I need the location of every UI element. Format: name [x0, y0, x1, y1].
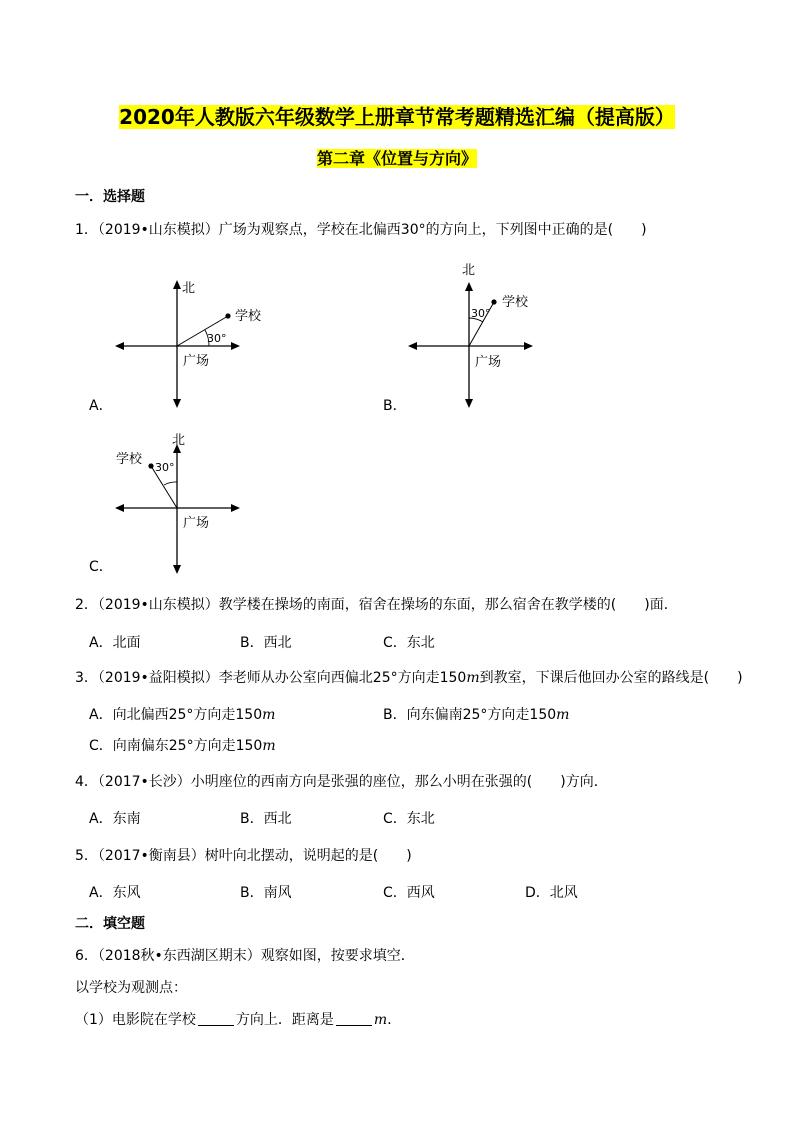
question-3-text: [75, 669, 743, 687]
document-subtitle: [0, 148, 794, 170]
option-3b-label: B．向东偏南25°方向走150: [383, 707, 557, 723]
option-1a[interactable]: A．: [89, 398, 113, 414]
option-3c[interactable]: [89, 737, 276, 755]
angle-label-a: 30°: [207, 332, 227, 345]
option-1b[interactable]: B．: [383, 398, 407, 414]
option-5d[interactable]: D．北风: [525, 885, 578, 901]
option-5b[interactable]: B．南风: [240, 885, 292, 901]
option-3a-label: A．向北偏西25°方向走150: [89, 707, 263, 723]
option-3c-label: C．向南偏东25°方向走150: [89, 738, 263, 754]
part1-unit: m: [373, 1012, 388, 1028]
option-2b[interactable]: B．西北: [240, 635, 292, 651]
angle-label-b: 30°: [471, 307, 491, 320]
part1-text-a: （1）电影院在学校: [75, 1012, 196, 1028]
angle-label-c: 30°: [155, 461, 175, 474]
option-4b[interactable]: B．西北: [240, 811, 292, 827]
school-label-b: 学校: [502, 295, 529, 310]
option-2a[interactable]: A．北面: [89, 635, 141, 651]
school-point-b: [491, 299, 496, 304]
square-label-a: 广场: [183, 354, 210, 369]
question-3-main: 3．（2019•益阳模拟）李老师从办公室向西偏北25°方向走150: [75, 670, 467, 686]
square-label-c: 广场: [183, 516, 210, 531]
title-year: 2020: [119, 105, 175, 129]
school-label-c: 学校: [116, 452, 143, 467]
school-label-a: 学校: [235, 309, 262, 324]
question-3-unit: m: [466, 670, 480, 686]
part1-end: ．: [387, 1012, 402, 1028]
question-6-part1: [75, 1011, 401, 1029]
document-title: [0, 104, 794, 130]
option-3b[interactable]: [383, 706, 569, 724]
question-6-text: 6．（2018秋•东西湖区期末）观察如图，按要求填空．: [75, 948, 415, 964]
north-label-c: 北: [172, 433, 186, 448]
section-choice-heading: 一．选择题: [75, 189, 145, 205]
school-point-c: [148, 463, 153, 468]
part1-text-b: 方向上．距离是: [235, 1012, 334, 1028]
option-3b-unit: m: [556, 707, 570, 723]
title-text: 年人教版六年级数学上册章节常考题精选汇编（提高版）: [174, 105, 675, 129]
option-3a[interactable]: [89, 706, 275, 724]
question-1-text: 1．（2019•山东模拟）广场为观察点，学校在北偏西30°的方向上，下列图中正确的是( ): [75, 222, 647, 238]
question-5-text: 5．（2017•衡南县）树叶向北摆动，说明起的是( ): [75, 848, 412, 864]
question-2-text: 2．（2019•山东模拟）教学楼在操场的南面，宿舍在操场的东面，那么宿舍在教学楼的( )面．: [75, 597, 678, 613]
north-label-a: 北: [182, 281, 196, 296]
square-label-b: 广场: [475, 355, 502, 370]
question-6-line2: 以学校为观测点：: [75, 980, 187, 996]
blank-distance[interactable]: [336, 1011, 372, 1026]
option-5c[interactable]: C．西风: [383, 885, 435, 901]
question-4-text: 4．（2017•长沙）小明座位的西南方向是张强的座位，那么小明在张强的( )方向．: [75, 774, 608, 790]
school-point-a: [225, 313, 230, 318]
figure-c: [115, 430, 245, 576]
question-3-tail: 到教室，下课后他回办公室的路线是( ): [479, 670, 743, 686]
option-2c[interactable]: C．东北: [383, 635, 435, 651]
option-3c-unit: m: [262, 738, 276, 754]
north-label-b: 北: [462, 263, 476, 278]
figure-a: [115, 278, 262, 410]
option-5a[interactable]: A．东风: [89, 885, 141, 901]
subtitle-text: 第二章《位置与方向》: [316, 149, 477, 168]
option-3a-unit: m: [262, 707, 276, 723]
option-4c[interactable]: C．东北: [383, 811, 435, 827]
section-fill-heading: 二．填空题: [75, 916, 145, 932]
blank-direction[interactable]: [198, 1011, 234, 1026]
option-1c[interactable]: C．: [89, 559, 113, 575]
figure-b: [408, 260, 538, 410]
option-4a[interactable]: A．东南: [89, 811, 141, 827]
